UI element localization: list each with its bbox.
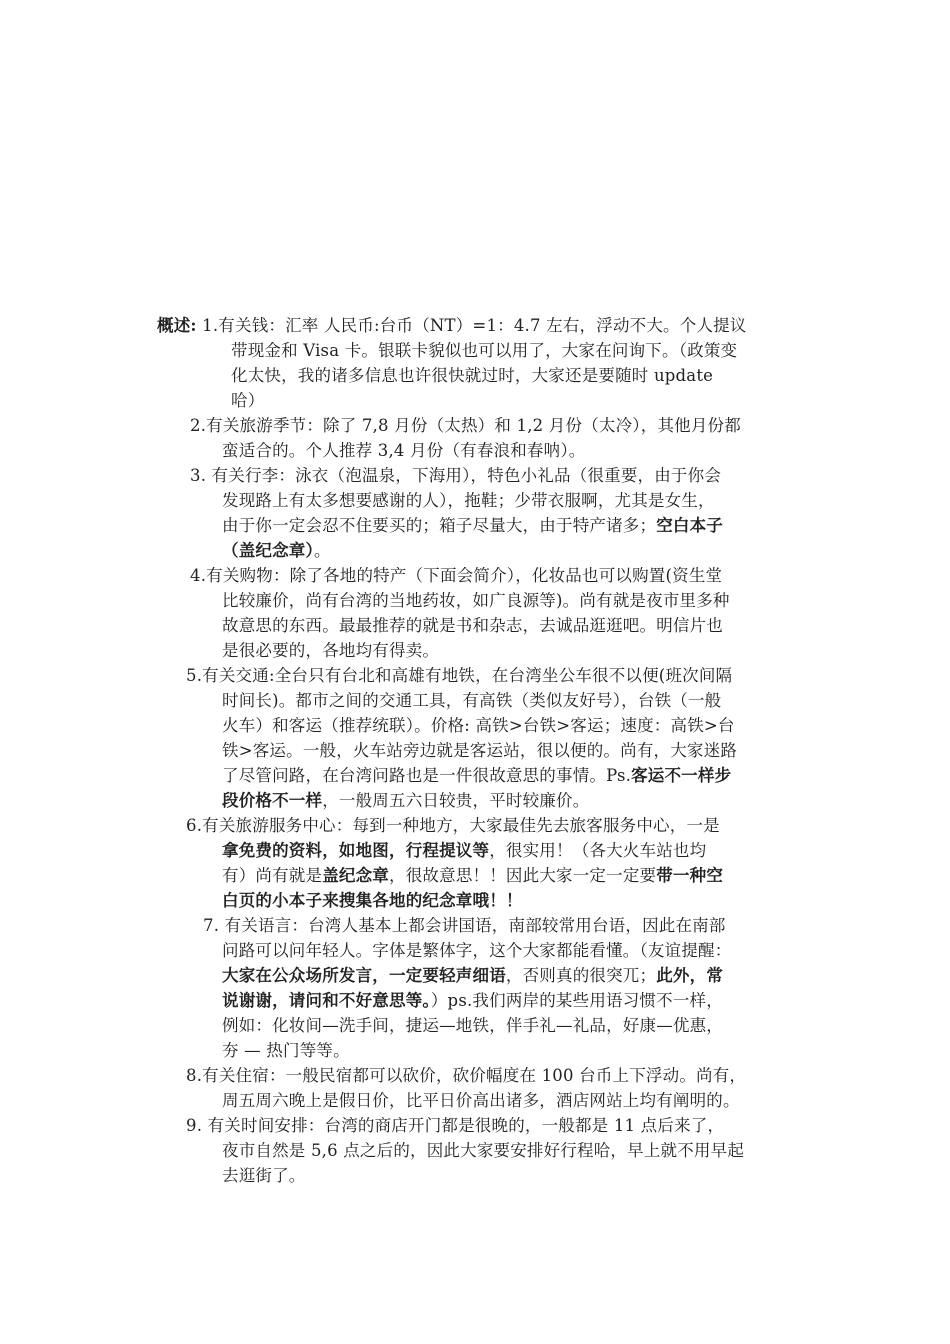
text-line — [222, 889, 523, 913]
text-line — [222, 939, 731, 963]
text-segment: 蛮适合的。个人推荐 3,4 月份（有春浪和春呐）。 — [222, 441, 586, 460]
text-segment: 是很必要的，各地均有得卖。 — [222, 641, 440, 660]
text-segment: 发现路上有太多想要感谢的人），拖鞋；少带衣服啊，尤其是女生， — [222, 491, 715, 510]
text-line — [222, 639, 439, 663]
text-line — [186, 1064, 746, 1088]
text-segment: 时间长)。都市之间的交通工具，有高铁（类似友好号），台铁（一般 — [222, 691, 722, 710]
text-line — [190, 414, 741, 438]
text-segment: 比较廉价，尚有台湾的当地药妆，如广良源等)。尚有就是夜市里多种 — [222, 591, 730, 610]
bold-text-segment: 客运不一样步 — [631, 766, 732, 785]
text-segment: 8.有关住宿：一般民宿都可以砍价，砍价幅度在 100 台币上下浮动。尚有， — [186, 1066, 747, 1085]
bold-text-segment: 盖纪念章 — [322, 866, 390, 885]
text-line — [222, 1014, 723, 1038]
text-segment: 火车）和客运（推荐统联）。价格: 高铁>台铁>客运；速度：高铁>台 — [222, 716, 735, 735]
text-segment: 6.有关旅游服务中心：每到一种地方，大家最佳先去旅客服务中心，一是 — [186, 816, 720, 835]
bold-text-segment: 拿免费的资料，如地图，行程提议等 — [222, 841, 490, 860]
bold-text-segment: 概述: — [157, 316, 197, 335]
text-segment: 。 — [313, 541, 331, 560]
text-segment: 去逛街了。 — [222, 1166, 306, 1185]
text-line — [222, 514, 723, 538]
text-segment: 周五周六晚上是假日价，比平日价高出诸多，酒店网站上均有阐明的。 — [222, 1091, 740, 1110]
text-segment: ）ps.我们两岸的某些用语习惯不一样， — [430, 991, 723, 1010]
text-segment: 夯 — 热门等等。 — [222, 1041, 350, 1060]
text-line — [190, 564, 722, 588]
text-line — [203, 914, 726, 938]
bold-text-segment: 大家在公众场所发言，一定要轻声细语 — [222, 966, 506, 985]
text-line — [222, 764, 731, 788]
text-line — [222, 714, 735, 738]
text-line — [190, 464, 721, 488]
bold-text-segment: 段价格不一样 — [222, 791, 323, 810]
text-segment: 9. 有关时间安排：台湾的商店开门都是很晚的，一般都是 11 点后来了， — [186, 1116, 725, 1135]
bold-text-segment: （盖纪念章） — [222, 541, 314, 560]
text-segment: 2.有关旅游季节：除了 7,8 月份（太热）和 1,2 月份（太冷），其他月份都 — [190, 416, 741, 435]
text-line — [231, 339, 737, 363]
text-line — [222, 1089, 740, 1113]
text-segment: ，一般周五六日较贵，平时较廉价。 — [322, 791, 590, 810]
text-line — [222, 689, 721, 713]
text-segment: 例如：化妆间—洗手间，捷运—地铁，伴手礼—礼品，好康—优惠， — [222, 1016, 723, 1035]
bold-text-segment: 白页的小本子来搜集各地的纪念章哦！！ — [222, 891, 523, 910]
text-segment: 铁>客运。一般，火车站旁边就是客运站，很以便的。尚有，大家迷路 — [222, 741, 738, 760]
text-line — [222, 614, 723, 638]
text-segment: 哈） — [231, 391, 265, 410]
text-line — [157, 314, 747, 338]
text-segment: 问路可以问年轻人。字体是繁体字，这个大家都能看懂。（友谊提醒： — [222, 941, 732, 960]
text-segment: 带现金和 Visa 卡。银联卡貌似也可以用了，大家在问询下。（政策变 — [231, 341, 738, 360]
text-segment: 由于你一定会忍不住要买的；箱子尽量大，由于特产诸多； — [222, 516, 657, 535]
text-line — [222, 839, 706, 863]
text-line — [231, 364, 713, 388]
text-segment: ，很实用！（各大火车站也均 — [489, 841, 707, 860]
text-line — [222, 489, 715, 513]
text-segment: 有）尚有就是 — [222, 866, 323, 885]
text-line — [222, 1039, 350, 1063]
text-segment: ，否则真的很突兀； — [505, 966, 657, 985]
text-line — [222, 989, 723, 1013]
text-line — [186, 1114, 724, 1138]
bold-text-segment: 此外，常 — [656, 966, 724, 985]
text-segment: 故意思的东西。最最推荐的就是书和杂志，去诚品逛逛吧。明信片也 — [222, 616, 723, 635]
text-segment: 5.有关交通:全台只有台北和高雄有地铁，在台湾坐公车很不以便(班次间隔 — [186, 666, 733, 685]
text-line — [222, 539, 331, 563]
text-line — [222, 1139, 744, 1163]
text-line — [222, 789, 589, 813]
text-segment: 了尽管问路，在台湾问路也是一件很故意思的事情。Ps. — [222, 766, 632, 785]
text-line — [186, 814, 720, 838]
text-line — [222, 1164, 306, 1188]
text-segment: 化太快，我的诸多信息也许很快就过时，大家还是要随时 update — [231, 366, 714, 385]
bold-text-segment: 说谢谢，请问和不好意思等。 — [222, 991, 431, 1010]
text-segment: 7. 有关语言：台湾人基本上都会讲国语，南部较常用台语，因此在南部 — [203, 916, 726, 935]
text-segment: 夜市自然是 5,6 点之后的，因此大家要安排好行程哈，早上就不用早起 — [222, 1141, 745, 1160]
text-line — [222, 739, 737, 763]
text-segment: ，很故意思！！因此大家一定一定要 — [389, 866, 657, 885]
bold-text-segment: 空白本子 — [656, 516, 724, 535]
text-segment: 3. 有关行李：泳衣（泡温泉，下海用），特色小礼品（很重要，由于你会 — [190, 466, 722, 485]
text-line — [222, 864, 723, 888]
text-line — [186, 664, 732, 688]
text-line — [222, 964, 723, 988]
text-line — [222, 589, 730, 613]
text-segment: 1.有关钱：汇率 人民币:台币（NT）=1：4.7 左右，浮动不大。个人提议 — [196, 316, 747, 335]
text-line — [231, 389, 264, 413]
text-line — [222, 439, 585, 463]
bold-text-segment: 带一种空 — [656, 866, 724, 885]
text-segment: 4.有关购物：除了各地的特产（下面会简介），化妆品也可以购置(资生堂 — [190, 566, 723, 585]
